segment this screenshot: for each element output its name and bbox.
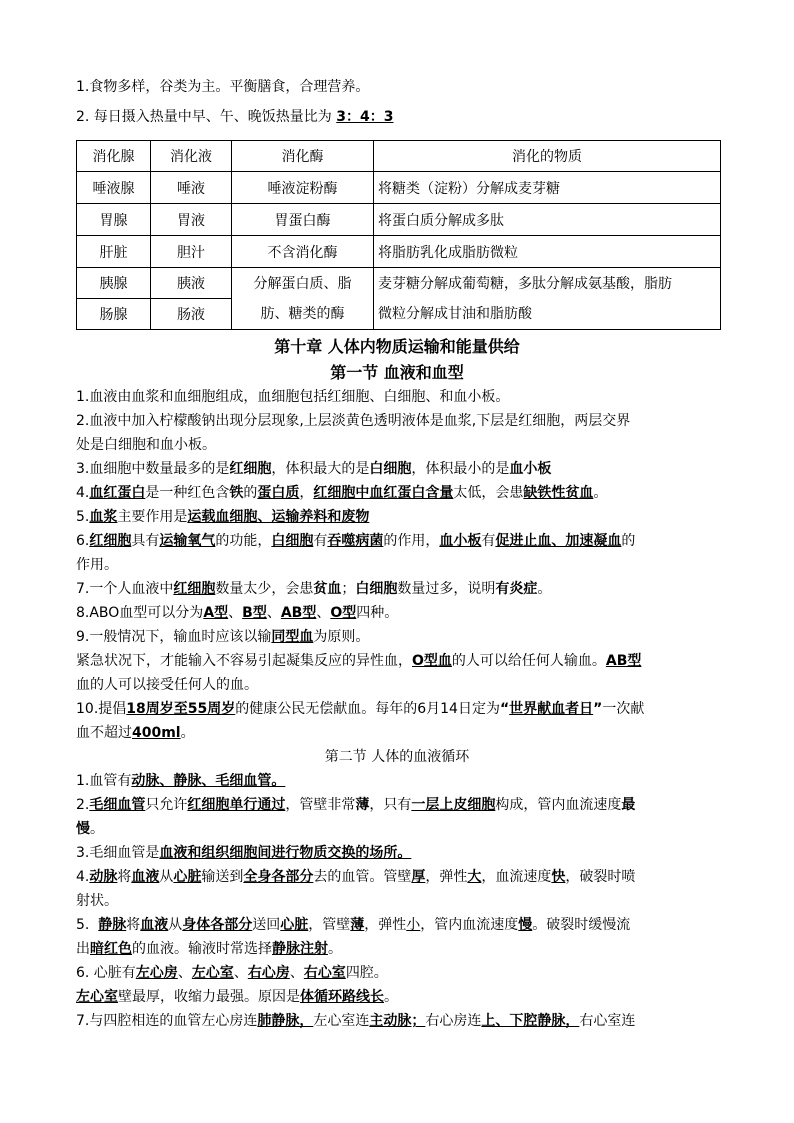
- paragraph: 1.血液由血浆和血细胞组成，血细胞包括红细胞、白细胞、和血小板。: [76, 389, 510, 405]
- keyword: 吞噬病菌: [327, 533, 384, 549]
- paragraph: [76, 914, 721, 936]
- text: 只允许: [145, 797, 188, 813]
- paragraph: [76, 578, 721, 600]
- table-cell: 将蛋白质分解成多肽: [374, 204, 721, 236]
- text: 壁最厚，收缩力最强。原因是: [118, 989, 300, 1005]
- paragraph: [76, 1010, 721, 1032]
- text: 四腔。: [345, 965, 388, 981]
- text: 的健康公民无偿献血。每年的6月14日定为: [235, 701, 500, 717]
- text: 一次献: [602, 701, 645, 717]
- text: ，弹性: [425, 869, 468, 885]
- keyword: 红细胞: [229, 461, 272, 477]
- table-cell: 胰腺: [77, 268, 151, 299]
- keyword: 动脉: [89, 869, 118, 885]
- keyword: 慢: [76, 821, 90, 837]
- paragraph: [76, 482, 721, 504]
- keyword: 全身各部分: [243, 869, 314, 885]
- paragraph: 2.血液中加入柠檬酸钠出现分层现象,上层淡黄色透明液体是血浆,下层是红细胞，两层交界: [76, 413, 631, 429]
- table-cell: 胃液: [151, 204, 232, 236]
- keyword: 血小板: [439, 533, 482, 549]
- text: 主要作用是: [117, 509, 188, 525]
- text: ；: [341, 581, 356, 597]
- substance-line-1: 麦芽糖分解成葡萄糖，多肽分解成氨基酸，脂肪: [378, 275, 672, 292]
- diet-point-2-text: 2. 每日摄入热量中早、午、晚饭热量比为: [76, 109, 337, 125]
- text: ，弹性: [364, 917, 407, 933]
- text: 右心房连: [425, 1013, 482, 1029]
- keyword: 血红蛋白: [89, 485, 146, 501]
- keyword: 大: [467, 869, 482, 885]
- keyword: AB型: [605, 653, 642, 669]
- paragraph: [76, 842, 721, 864]
- keyword: 静脉注射: [272, 941, 328, 957]
- text: 将: [117, 869, 132, 885]
- text: 有: [313, 533, 328, 549]
- keyword: 右心室: [303, 965, 346, 981]
- table-cell: 胆汁: [151, 236, 232, 268]
- text: 血不超过: [76, 725, 132, 741]
- text: 左心室连: [313, 1013, 370, 1029]
- keyword: 血小板: [509, 461, 552, 477]
- paragraph: 血的人可以接受任何人的血。: [76, 677, 258, 693]
- text: 数量过多，说明: [397, 581, 496, 597]
- text: 的: [621, 533, 636, 549]
- text: ，管壁: [308, 917, 351, 933]
- keyword: 白细胞: [369, 461, 412, 477]
- keyword: 身体各部分: [182, 917, 253, 933]
- text: ，只有: [369, 797, 412, 813]
- calorie-ratio: 3：4：3: [336, 109, 394, 125]
- keyword: 毛细血管: [89, 797, 146, 813]
- paragraph: 作用。: [76, 557, 118, 573]
- keyword: 体循环路线长: [300, 989, 384, 1005]
- keyword: 白细胞: [271, 533, 314, 549]
- keyword: 左心室: [76, 989, 118, 1005]
- text: 、: [289, 965, 304, 981]
- paragraph: 射状。: [76, 893, 118, 909]
- paragraph: [76, 602, 721, 624]
- text: ，: [299, 485, 314, 501]
- paragraph: [76, 794, 721, 816]
- keyword: 运输氧气: [159, 533, 216, 549]
- keyword: 左心房: [135, 965, 178, 981]
- keyword: B型: [242, 605, 267, 621]
- keyword: 血液和组织细胞间进行物质交换的场所。: [159, 845, 412, 861]
- table-cell: 唾液腺: [77, 172, 151, 204]
- table-header-row: [77, 141, 721, 172]
- table-cell: 肠腺: [77, 299, 151, 330]
- keyword: 血液: [140, 917, 169, 933]
- keyword: 快: [551, 869, 566, 885]
- keyword: 红细胞: [173, 581, 216, 597]
- table-cell: 胃蛋白酶: [232, 204, 374, 236]
- table-header: 消化酶: [232, 141, 374, 172]
- keyword: 红细胞: [89, 533, 132, 549]
- keyword: 一层上皮细胞: [411, 797, 496, 813]
- text: 、: [316, 605, 331, 621]
- table-header: 消化的物质: [374, 141, 721, 172]
- text: 5.: [76, 917, 99, 933]
- keyword: 动脉、静脉、毛细血管。: [131, 773, 286, 789]
- paragraph: [76, 866, 721, 888]
- keyword: A型: [203, 605, 229, 621]
- text: 7.一个人血液中: [76, 581, 174, 597]
- keyword: 慢: [518, 917, 533, 933]
- text: 7.与四腔相连的血管左心房连: [76, 1013, 258, 1029]
- keyword: 主动脉；: [369, 1013, 426, 1029]
- text: 10.提倡: [76, 701, 127, 717]
- text: 从: [168, 917, 183, 933]
- keyword: 薄: [350, 917, 365, 933]
- text: ，管壁非常: [285, 797, 356, 813]
- table-cell: 将糖类（淀粉）分解成麦芽糖: [374, 172, 721, 204]
- text: ”: [593, 701, 603, 717]
- paragraph: [76, 650, 721, 672]
- keyword: 世界献血者日: [509, 701, 594, 717]
- text: 3.毛细血管是: [76, 845, 160, 861]
- text: 具有: [131, 533, 160, 549]
- keyword: 右心房: [247, 965, 290, 981]
- text: 有: [481, 533, 496, 549]
- keyword: 心脏: [280, 917, 309, 933]
- text: 的人可以给任何人输血。: [451, 653, 606, 669]
- paragraph: [76, 962, 721, 984]
- text: 、: [177, 965, 192, 981]
- text: 。破裂时缓慢流: [532, 917, 631, 933]
- text: 数量太少，会患: [215, 581, 314, 597]
- keyword: 红细胞中血红蛋白含量: [313, 485, 454, 501]
- text: 。: [593, 485, 608, 501]
- text: 为原则。: [313, 629, 370, 645]
- keyword: 薄: [355, 797, 370, 813]
- keyword: 铁: [229, 485, 244, 501]
- keyword: 最: [621, 797, 636, 813]
- text: 的作用，: [383, 533, 440, 549]
- table-row: [77, 268, 721, 299]
- text: 从: [159, 869, 174, 885]
- keyword: 血液: [131, 869, 160, 885]
- keyword: 同型血: [271, 629, 314, 645]
- text: 4.: [76, 869, 90, 885]
- table-header: 消化液: [151, 141, 232, 172]
- paragraph: [76, 986, 721, 1008]
- keyword: 促进止血、加速凝血: [495, 533, 622, 549]
- keyword: 小: [406, 917, 421, 933]
- table-cell: 将脂肪乳化成脂肪微粒: [374, 236, 721, 268]
- table-cell: 胃腺: [77, 204, 151, 236]
- keyword: 红细胞单行通过: [187, 797, 286, 813]
- text: 太低，会患: [453, 485, 524, 501]
- keyword: 肺静脉，: [257, 1013, 314, 1029]
- section-title: 第二节 人体的血液循环: [324, 749, 470, 765]
- chapter-title: 第十章 人体内物质运输和能量供给: [274, 337, 520, 356]
- paragraph: [76, 770, 721, 792]
- keyword: O型: [330, 605, 357, 621]
- keyword: 白细胞: [355, 581, 398, 597]
- paragraph: [76, 698, 721, 720]
- keyword: 厚: [411, 869, 426, 885]
- text: 紧急状况下，才能输入不容易引起凝集反应的异性血，: [76, 653, 412, 669]
- text: ，破裂时喷: [565, 869, 636, 885]
- keyword: 暗红色: [90, 941, 132, 957]
- paragraph: [76, 818, 721, 840]
- text: 3.血细胞中数量最多的是: [76, 461, 230, 477]
- text: 4.: [76, 485, 90, 501]
- keyword: 心脏: [173, 869, 202, 885]
- table-cell: 唾液淀粉酶: [232, 172, 374, 204]
- text: 8.ABO血型可以分为: [76, 605, 204, 621]
- text: 。: [328, 941, 342, 957]
- diet-point-1: 1.食物多样，谷类为主。平衡膳食，合理营养。: [76, 79, 370, 95]
- text: ，体积最小的是: [411, 461, 510, 477]
- enzyme-line-2: 肪、糖类的酶: [260, 305, 345, 322]
- paragraph: [76, 626, 721, 648]
- keyword: 贫血: [313, 581, 342, 597]
- table-cell-enzyme: [232, 268, 374, 330]
- text: 构成，管内血流速度: [495, 797, 622, 813]
- text: 1.血管有: [76, 773, 132, 789]
- keyword: 静脉: [98, 917, 127, 933]
- text: 。: [90, 821, 104, 837]
- text: 6. 心脏有: [76, 965, 136, 981]
- text: ，血流速度: [481, 869, 552, 885]
- text: 、: [266, 605, 281, 621]
- text: 的: [243, 485, 258, 501]
- diet-point-2: [76, 106, 721, 128]
- table-row: [77, 172, 721, 204]
- text: 四种。: [356, 605, 399, 621]
- text: 去的血管。管壁: [313, 869, 412, 885]
- keyword: 蛋白质: [257, 485, 300, 501]
- text: 。: [384, 989, 398, 1005]
- keyword: 上、下腔静脉，: [481, 1013, 580, 1029]
- keyword: 运载血细胞、运输养料和废物: [187, 509, 370, 525]
- keyword: O型血: [412, 653, 452, 669]
- paragraph: [76, 722, 721, 744]
- keyword: 缺铁性贫血: [523, 485, 594, 501]
- keyword: 血浆: [89, 509, 118, 525]
- text: 、: [228, 605, 243, 621]
- text: 5.: [76, 509, 90, 525]
- text: 是一种红色含: [145, 485, 230, 501]
- paragraph: [76, 530, 721, 552]
- keyword: 有炎症: [495, 581, 538, 597]
- text: 出: [76, 941, 90, 957]
- text: 的功能，: [215, 533, 272, 549]
- text: “: [499, 701, 510, 717]
- table-cell: 不含消化酶: [232, 236, 374, 268]
- text: 送回: [252, 917, 281, 933]
- table-cell: 肠液: [151, 299, 232, 330]
- keyword: 左心室: [191, 965, 234, 981]
- table-cell: 肝脏: [77, 236, 151, 268]
- paragraph: 处是白细胞和血小板。: [76, 437, 216, 453]
- table-cell: 胰液: [151, 268, 232, 299]
- text: 输送到: [201, 869, 244, 885]
- paragraph: [76, 506, 721, 528]
- section-title: 第一节 血液和血型: [330, 363, 464, 382]
- digestive-table: [76, 140, 721, 330]
- paragraph: [76, 938, 721, 960]
- text: 6.: [76, 533, 90, 549]
- text: 。: [180, 725, 195, 741]
- text: ，体积最大的是: [271, 461, 370, 477]
- text: ，管内血流速度: [420, 917, 519, 933]
- text: 2.: [76, 797, 90, 813]
- keyword: AB型: [280, 605, 317, 621]
- keyword: 400ml: [132, 725, 181, 741]
- table-cell: 唾液: [151, 172, 232, 204]
- text: 将: [126, 917, 141, 933]
- keyword: 18周岁至55周岁: [126, 701, 236, 717]
- table-row: [77, 204, 721, 236]
- text: 9.一般情况下，输血时应该以输: [76, 629, 272, 645]
- paragraph: [76, 458, 721, 480]
- text: 右心室连: [579, 1013, 636, 1029]
- text: 、: [233, 965, 248, 981]
- text: 。: [537, 581, 552, 597]
- enzyme-line-1: 分解蛋白质、脂: [253, 275, 352, 292]
- table-header: 消化腺: [77, 141, 151, 172]
- table-row: [77, 236, 721, 268]
- table-cell-substance: [374, 268, 721, 330]
- substance-line-2: 微粒分解成甘油和脂肪酸: [378, 305, 532, 322]
- text: 的血液。输液时常选择: [132, 941, 272, 957]
